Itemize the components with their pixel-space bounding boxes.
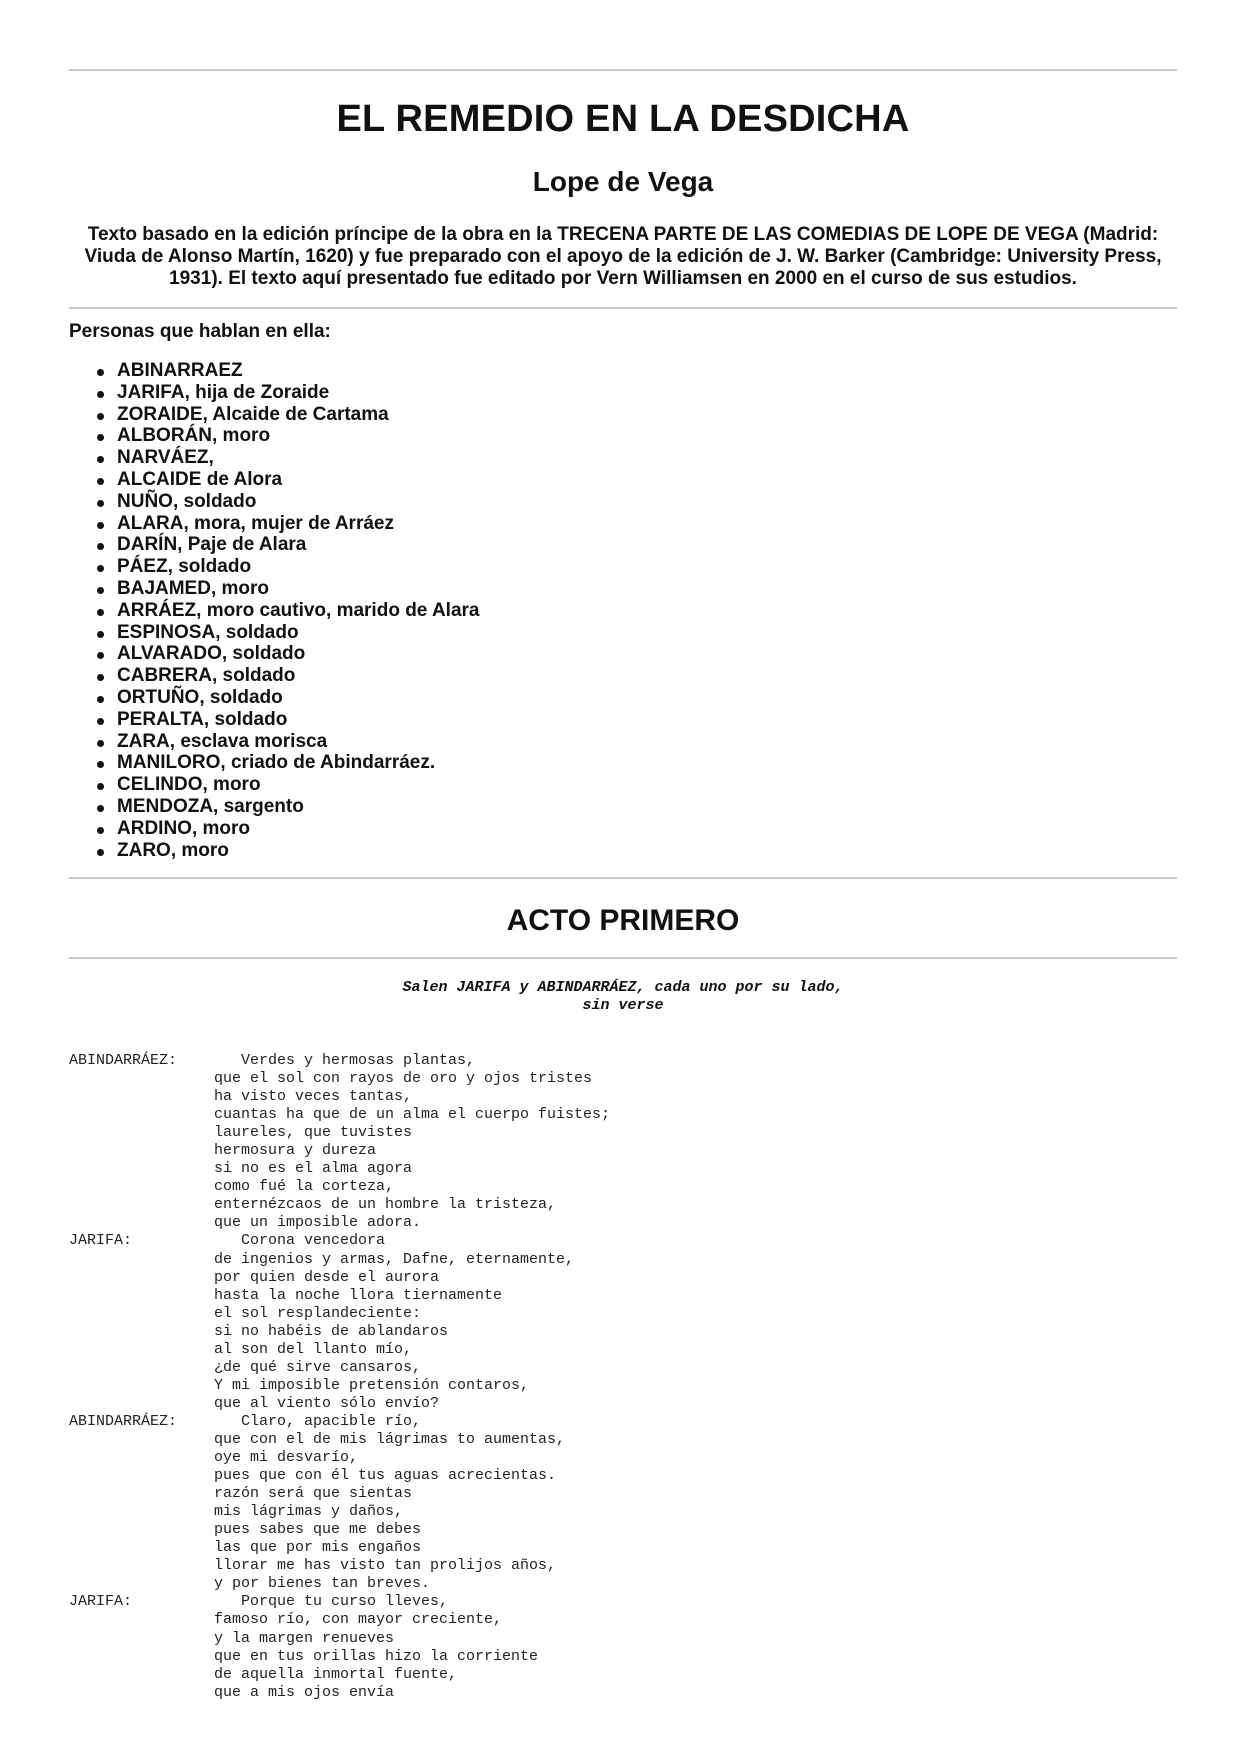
cast-member: JARIFA, hija de Zoraide [117, 382, 479, 404]
verse-text: que a mis ojos envía [214, 1683, 395, 1701]
cast-member: ESPINOSA, soldado [117, 622, 479, 644]
verse-line [69, 1557, 1177, 1575]
verse-text: enternézcaos de un hombre la tristeza, [214, 1196, 557, 1214]
verse-text: como fué la corteza, [214, 1178, 395, 1196]
verse-line [69, 1323, 1177, 1341]
verse-text: si no habéis de ablandaros [214, 1322, 449, 1340]
verse-line [69, 1178, 1177, 1196]
verse-line [69, 1666, 1177, 1684]
speaker-name: ABINDARRÁEZ: [69, 1052, 178, 1069]
dramatis-personae-heading: Personas que hablan en ella: [69, 321, 331, 342]
verse-text: Porque tu curso lleves, [214, 1593, 449, 1611]
verse-line [69, 1521, 1177, 1539]
verse-line [69, 1630, 1177, 1648]
verse-text: las que por mis engaños [214, 1539, 422, 1557]
verse-text: de ingenios y armas, Dafne, eternamente, [214, 1250, 575, 1268]
verse-text: que un imposible adora. [214, 1214, 422, 1232]
verse-line [69, 1269, 1177, 1287]
cast-member: ABINARRAEZ [117, 360, 479, 382]
verse-text: pues que con él tus aguas acrecientas. [214, 1467, 557, 1485]
verse-text: al son del llanto mío, [214, 1340, 413, 1358]
verse-line [69, 1214, 1177, 1232]
top-divider [69, 69, 1177, 71]
cast-member: NARVÁEZ, [117, 447, 479, 469]
cast-list [69, 360, 479, 861]
verse-line [69, 1684, 1177, 1702]
verse-text: laureles, que tuvistes [214, 1124, 413, 1142]
cast-member: MENDOZA, sargento [117, 796, 479, 818]
verse-line [69, 1485, 1177, 1503]
verse-line [69, 1124, 1177, 1142]
verse-text: Verdes y hermosas plantas, [214, 1052, 476, 1069]
edition-note: Texto basado en la edición príncipe de la obra en la TRECENA PARTE DE LAS COMEDIAS DE LOPE DE VEGA (Madrid: Viuda de Alonso Martín, 1620) y fue preparado con el apoyo de la edición de J. W. Barker (Cambridge: University Press, 1931). El texto aquí presentado fue editado por Vern Williamsen en 2000 en el curso de sus estudios. [84, 224, 1162, 289]
verse-text: Claro, apacible río, [214, 1412, 422, 1430]
verse-text: que con el de mis lágrimas to aumentas, [214, 1430, 566, 1448]
cast-member: ALBORÁN, moro [117, 425, 479, 447]
cast-member: ZARO, moro [117, 840, 479, 862]
verse-text: y por bienes tan breves. [214, 1575, 431, 1593]
cast-member: MANILORO, criado de Abindarráez. [117, 752, 479, 774]
verse-line [69, 1341, 1177, 1359]
act-divider [69, 957, 1177, 959]
play-title: EL REMEDIO EN LA DESDICHA [336, 98, 910, 140]
cast-member: ARDINO, moro [117, 818, 479, 840]
verse-line [69, 1449, 1177, 1467]
cast-member: PERALTA, soldado [117, 709, 479, 731]
author-name: Lope de Vega [532, 166, 714, 197]
verse-line [69, 1106, 1177, 1124]
act-title: ACTO PRIMERO [506, 904, 740, 937]
verse-text: razón será que sientas [214, 1485, 413, 1503]
verse-text: que en tus orillas hizo la corriente [214, 1647, 539, 1665]
stage-direction-line: sin verse [582, 997, 664, 1014]
cast-member: CABRERA, soldado [117, 665, 479, 687]
verse-line [69, 1052, 1177, 1070]
verse-text: mis lágrimas y daños, [214, 1503, 404, 1521]
verse-text: Y mi imposible pretensión contaros, [214, 1376, 530, 1394]
speaker-name: JARIFA: [69, 1232, 133, 1250]
verse-line [69, 1160, 1177, 1178]
verse-text: cuantas ha que de un alma el cuerpo fuistes; [214, 1106, 611, 1124]
verse-text: que el sol con rayos de oro y ojos tristes [214, 1070, 593, 1088]
verse-text: y la margen renueves [214, 1629, 395, 1647]
cast-member: CELINDO, moro [117, 774, 479, 796]
verse-line [69, 1648, 1177, 1666]
verse-text: pues sabes que me debes [214, 1521, 422, 1539]
verse-line [69, 1395, 1177, 1413]
verse-line [69, 1196, 1177, 1214]
cast-divider [69, 877, 1177, 879]
verse-line [69, 1305, 1177, 1323]
stage-direction-line: Salen JARIFA y ABINDARRÁEZ, cada uno por su lado, [402, 979, 844, 996]
verse-line [69, 1431, 1177, 1449]
cast-member: PÁEZ, soldado [117, 556, 479, 578]
verse-text: ha visto veces tantas, [214, 1088, 413, 1106]
verse-line [69, 1232, 1177, 1250]
verse-text: llorar me has visto tan prolijos años, [214, 1557, 557, 1575]
verse-text: famoso río, con mayor creciente, [214, 1611, 503, 1629]
verse-line [69, 1467, 1177, 1485]
cast-member: ORTUÑO, soldado [117, 687, 479, 709]
verse-line [69, 1413, 1177, 1431]
verse-text: el sol resplandeciente: [214, 1304, 422, 1322]
verse-line [69, 1070, 1177, 1088]
cast-member: ALARA, mora, mujer de Arráez [117, 513, 479, 535]
verse-line [69, 1287, 1177, 1305]
verse-line [69, 1575, 1177, 1593]
cast-member: ALCAIDE de Alora [117, 469, 479, 491]
cast-member: NUÑO, soldado [117, 491, 479, 513]
verse-text: oye mi desvarío, [214, 1449, 359, 1467]
speaker-name: ABINDARRÁEZ: [69, 1412, 178, 1430]
cast-member: DARÍN, Paje de Alara [117, 534, 479, 556]
intro-divider [69, 307, 1177, 309]
verse-line [69, 1593, 1177, 1611]
verse-text: Corona vencedora [214, 1232, 386, 1250]
cast-member: ZARA, esclava morisca [117, 731, 479, 753]
verse-line [69, 1539, 1177, 1557]
verse-text: hasta la noche llora tiernamente [214, 1286, 503, 1304]
stage-direction [69, 979, 1177, 1015]
verse-block [69, 1052, 1177, 1702]
verse-line [69, 1377, 1177, 1395]
cast-member: ZORAIDE, Alcaide de Cartama [117, 404, 479, 426]
speaker-name: JARIFA: [69, 1593, 133, 1611]
cast-member: ARRÁEZ, moro cautivo, marido de Alara [117, 599, 480, 621]
cast-member: ALVARADO, soldado [117, 643, 479, 665]
verse-text: ¿de qué sirve cansaros, [214, 1358, 422, 1376]
verse-text: hermosura y dureza [214, 1142, 377, 1160]
verse-line [69, 1088, 1177, 1106]
verse-line [69, 1611, 1177, 1629]
cast-member: BAJAMED, moro [117, 578, 479, 600]
verse-line [69, 1142, 1177, 1160]
verse-text: que al viento sólo envío? [214, 1394, 440, 1412]
verse-line [69, 1503, 1177, 1521]
verse-text: de aquella inmortal fuente, [214, 1665, 458, 1683]
verse-text: si no es el alma agora [214, 1160, 413, 1178]
verse-line [69, 1359, 1177, 1377]
verse-line [69, 1251, 1177, 1269]
verse-text: por quien desde el aurora [214, 1268, 440, 1286]
